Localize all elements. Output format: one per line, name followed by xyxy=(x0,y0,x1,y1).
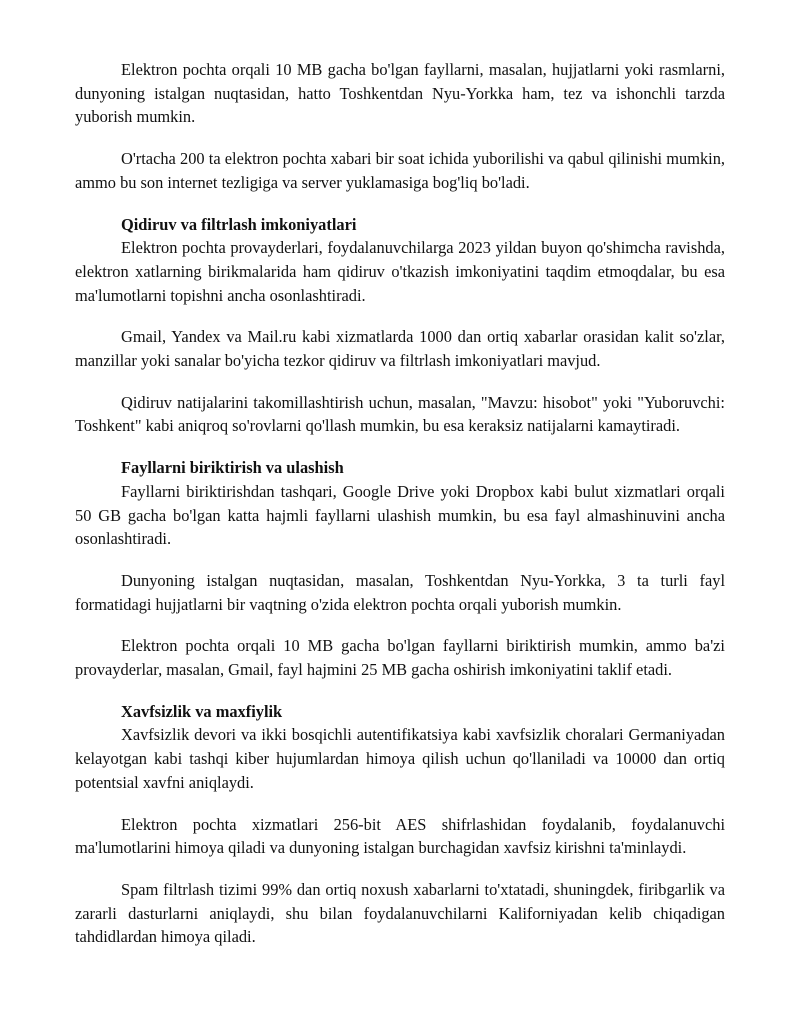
section-paragraph: Gmail, Yandex va Mail.ru kabi xizmatlarda 1000 dan ortiq xabarlar orasidan kalit so'zlar, manzillar yoki sanalar bo'yicha tezkor qidiruv va filtrlash imkoniyatlari mavjud. xyxy=(75,327,725,371)
section-security-privacy xyxy=(75,700,725,949)
section-paragraph: Elektron pochta orqali 10 MB gacha bo'lgan fayllarni biriktirish mumkin, ammo ba'zi provayderlar, masalan, Gmail, fayl hajmini 25 MB gacha oshirish imkoniyatini taklif etadi. xyxy=(75,636,725,680)
section-heading: Fayllarni biriktirish va ulashish xyxy=(121,458,344,478)
document-page xyxy=(75,58,725,967)
section-paragraph: Spam filtrlash tizimi 99% dan ortiq noxush xabarlarni to'xtatadi, shuningdek, firibgarlik va zararli dasturlarni aniqlaydi, shu bilan foydalanuvchilarni Kaliforniyadan kelib chiqadigan tahdidlardan himoya qiladi. xyxy=(75,879,725,947)
intro-paragraph-2: O'rtacha 200 ta elektron pochta xabari bir soat ichida yuborilishi va qabul qilinishi mumkin, ammo bu son internet tezligiga va server yuklamasiga bog'liq bo'ladi. xyxy=(75,149,725,192)
section-file-attachment xyxy=(75,456,725,682)
section-paragraph: Qidiruv natijalarini takomillashtirish uchun, masalan, "Mavzu: hisobot" yoki "Yuboruvchi: Toshkent" kabi aniqroq so'rovlarni qo'llash mumkin, bu esa keraksiz natijalarni kamaytiradi. xyxy=(75,392,725,436)
section-paragraph: Dunyoning istalgan nuqtasidan, masalan, Toshkentdan Nyu-Yorkka, 3 ta turli fayl formatidagi hujjatlarni bir vaqtning o'zida elektron pochta orqali yuborish mumkin. xyxy=(75,570,725,614)
section-paragraph: Xavfsizlik devori va ikki bosqichli autentifikatsiya kabi xavfsizlik choralari Germaniyadan kelayotgan kabi tashqi kiber hujumlardan himoya qilish uchun qo'llaniladi va 10000 dan ortiq potentsial xavfni aniqlaydi. xyxy=(75,725,725,792)
section-paragraph: Elektron pochta xizmatlari 256-bit AES shifrlashidan foydalanib, foydalanuvchi ma'lumotlarini himoya qiladi va dunyoning istalgan burchagidan xavfsiz kirishni ta'minlaydi. xyxy=(75,814,725,858)
section-heading: Qidiruv va filtrlash imkoniyatlari xyxy=(121,214,357,234)
section-paragraph: Fayllarni biriktirishdan tashqari, Google Drive yoki Dropbox kabi bulut xizmatlari orqali 50 GB gacha bo'lgan katta hajmli fayllarni ulashish mumkin, bu esa fayl almashinuvini ancha osonlashtiradi. xyxy=(75,481,725,549)
section-heading: Xavfsizlik va maxfiylik xyxy=(121,701,283,721)
section-search-filter xyxy=(75,213,725,439)
section-paragraph: Elektron pochta provayderlari, foydalanuvchilarga 2023 yildan buyon qo'shimcha ravishda, elektron xatlarning birikmalarida ham qidiruv o'tkazish imkoniyatini taqdim etmoqdalar, bu esa ma'lumotlarni topishni ancha osonlashtiradi. xyxy=(75,238,725,305)
intro-paragraph-1: Elektron pochta orqali 10 MB gacha bo'lgan fayllarni, masalan, hujjatlarni yoki rasmlarni, dunyoning istalgan nuqtasidan, hatto Toshkentdan Nyu-Yorkka ham, tez va ishonchli tarzda yuborish mumkin. xyxy=(75,60,725,127)
